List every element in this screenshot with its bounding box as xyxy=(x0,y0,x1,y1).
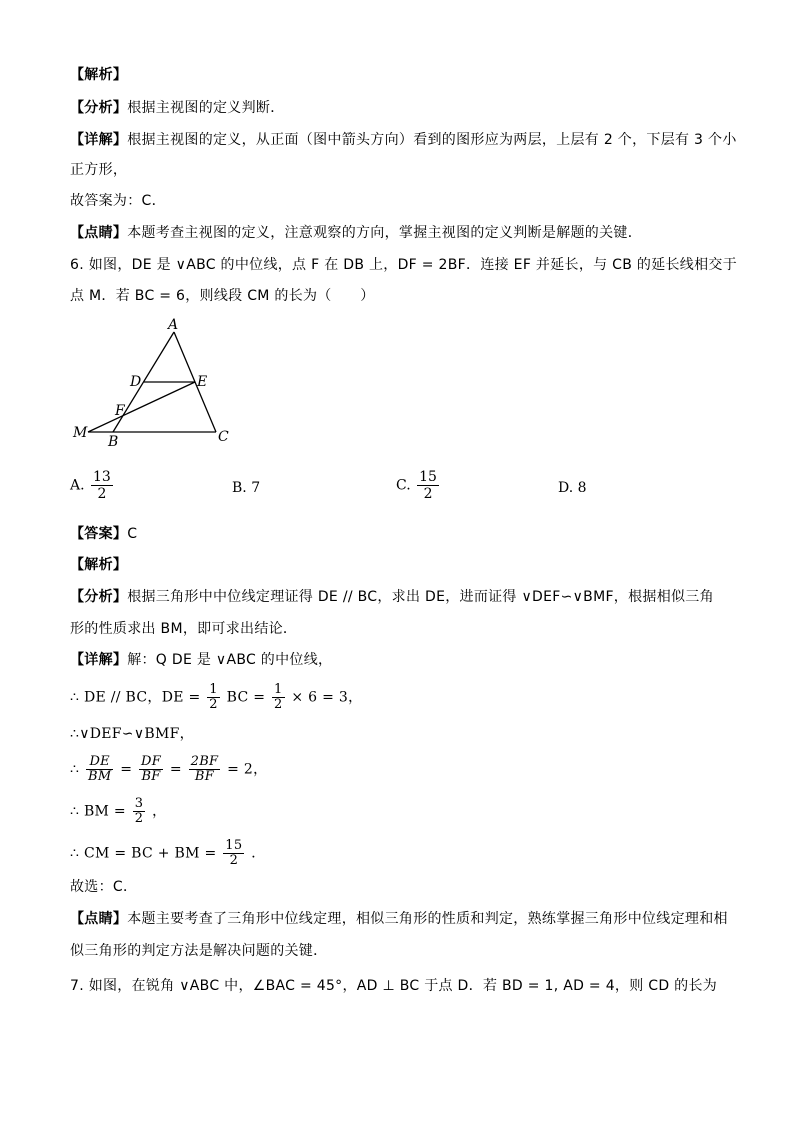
step3-f3-num: 2BF xyxy=(190,754,219,769)
step3-a: ∴ xyxy=(70,761,80,778)
option-c-fraction xyxy=(417,469,439,502)
label-m: M xyxy=(73,425,88,441)
step5-a: ∴ CM = BC + BM = xyxy=(70,845,217,862)
step2-text: ∴∨DEF∽∨BMF， xyxy=(70,726,194,742)
step1-f2-num: 1 xyxy=(274,682,283,697)
fenxi-text: 根据主视图的定义判断． xyxy=(127,100,285,116)
xiangjie-text: 根据主视图的定义，从正面（图中箭头方向）看到的图形应为两层，上层有 2 个，下层有 3 个小 xyxy=(127,132,737,148)
option-c-num: 15 xyxy=(419,469,437,485)
label-e: E xyxy=(197,374,208,390)
step5-end: ． xyxy=(251,845,266,862)
prev-xiangjie-line2: 正方形， xyxy=(70,162,128,178)
q6-fenxi-line2: 形的性质求出 BM，即可求出结论． xyxy=(70,621,298,637)
step4-num: 3 xyxy=(134,796,144,811)
q6-analysis-heading: 【解析】 xyxy=(70,557,128,573)
option-b: B. 7 xyxy=(232,480,261,496)
q7-stem: 7. 如图，在锐角 ∨ABC 中，∠BAC = 45°，AD ⊥ BC 于点 D．若 BD = 1, AD = 4，则 CD 的长为 xyxy=(70,978,718,994)
answer-label: 【答案】 xyxy=(70,526,128,542)
option-a-den: 2 xyxy=(97,486,107,502)
q6-stem-line2: 点 M．若 BC = 6，则线段 CM 的长为（ ） xyxy=(70,288,375,304)
step3-f1-den: BM xyxy=(87,769,112,784)
q6-stem-line1 xyxy=(70,254,737,276)
dianjing-text: 本题考查主视图的定义，注意观察的方向，掌握主视图的定义判断是解题的关键． xyxy=(127,225,643,241)
option-a-num: 13 xyxy=(93,469,111,485)
step3-f3-den: BF xyxy=(194,769,215,784)
step1-frac1 xyxy=(207,683,220,712)
fenxi-label: 【分析】 xyxy=(70,100,128,116)
q6-choice: 故选：C． xyxy=(70,879,138,895)
label-a: A xyxy=(168,317,179,333)
prev-answer: 故答案为：C． xyxy=(70,193,166,209)
q6-xiangjie-intro: 解：Q DE 是 ∨ABC 的中位线， xyxy=(127,652,333,668)
option-c-den: 2 xyxy=(423,486,433,502)
triangle-figure xyxy=(70,316,250,451)
step1-a: ∴ DE // BC，DE = xyxy=(70,689,201,706)
xiangjie-label: 【详解】 xyxy=(70,132,128,148)
step3-f2-den: BF xyxy=(141,769,161,784)
q6-xiangjie-label: 【详解】 xyxy=(70,652,128,668)
q6-fenxi-line1 xyxy=(70,586,714,608)
option-c-label: C. xyxy=(396,477,411,494)
analysis-heading: 【解析】 xyxy=(70,67,128,83)
step4 xyxy=(70,797,166,826)
step3-f1-num: DE xyxy=(86,755,113,770)
q6-dianjing-label: 【点睛】 xyxy=(70,911,128,927)
q6-dianjing-line2: 似三角形的判定方法是解决问题的关键． xyxy=(70,943,328,959)
step1-f1-num: 1 xyxy=(209,682,218,697)
step3-f2-num: DF xyxy=(141,754,162,769)
step3 xyxy=(70,755,267,784)
step5-num: 15 xyxy=(225,838,243,853)
step1-f2-den: 2 xyxy=(274,697,283,712)
step1-frac2 xyxy=(272,683,285,712)
dianjing-label: 【点睛】 xyxy=(70,225,128,241)
q6-number: 6. xyxy=(70,257,89,273)
step3-eq1: = xyxy=(120,761,133,778)
step5-den: 2 xyxy=(229,853,239,868)
q6-dianjing-text: 本题主要考查了三角形中位线定理，相似三角形的性质和判定，熟练掌握三角形中位线定理和相 xyxy=(127,911,728,927)
prev-fenxi xyxy=(70,97,285,119)
option-a-fraction xyxy=(91,469,113,502)
q6-fenxi-text: 根据三角形中中位线定理证得 DE // BC，求出 DE，进而证得 ∨DEF∽∨BMF，根据相似三角 xyxy=(127,589,714,605)
step1 xyxy=(70,683,362,712)
label-b: B xyxy=(108,434,119,450)
step1-f1-den: 2 xyxy=(209,697,218,712)
step3-frac1 xyxy=(86,755,113,784)
step3-frac2 xyxy=(139,755,163,784)
q6-xiangjie xyxy=(70,649,332,671)
step1-b: BC = xyxy=(226,689,266,706)
q6-answer xyxy=(70,523,137,545)
step4-end: ， xyxy=(152,803,167,820)
step4-a: ∴ BM = xyxy=(70,803,126,820)
option-a-label: A. xyxy=(70,477,85,494)
step4-frac xyxy=(133,797,146,826)
label-f: F xyxy=(115,403,125,419)
step1-c: × 6 = 3， xyxy=(291,689,363,706)
q6-stem-1: 如图，DE 是 ∨ABC 的中位线，点 F 在 DB 上，DF = 2BF．连接 EF 并延长，与 CB 的延长线相交于 xyxy=(88,257,737,273)
prev-dianjing xyxy=(70,222,642,244)
step3-eq2: = xyxy=(169,761,182,778)
label-c: C xyxy=(218,429,229,445)
prev-xiangjie-line1 xyxy=(70,129,737,151)
q6-fenxi-label: 【分析】 xyxy=(70,589,128,605)
line-em xyxy=(88,382,195,432)
step2 xyxy=(70,723,194,745)
option-c xyxy=(396,469,441,502)
q6-dianjing-line1 xyxy=(70,908,728,930)
label-d: D xyxy=(130,374,142,390)
step4-den: 2 xyxy=(134,811,144,826)
step5-frac xyxy=(223,839,244,868)
step3-frac3 xyxy=(189,755,221,784)
answer-value: C xyxy=(127,526,138,542)
step3-end: = 2， xyxy=(227,761,268,778)
option-d: D. 8 xyxy=(558,480,587,496)
option-a xyxy=(70,469,115,502)
step5 xyxy=(70,839,266,868)
